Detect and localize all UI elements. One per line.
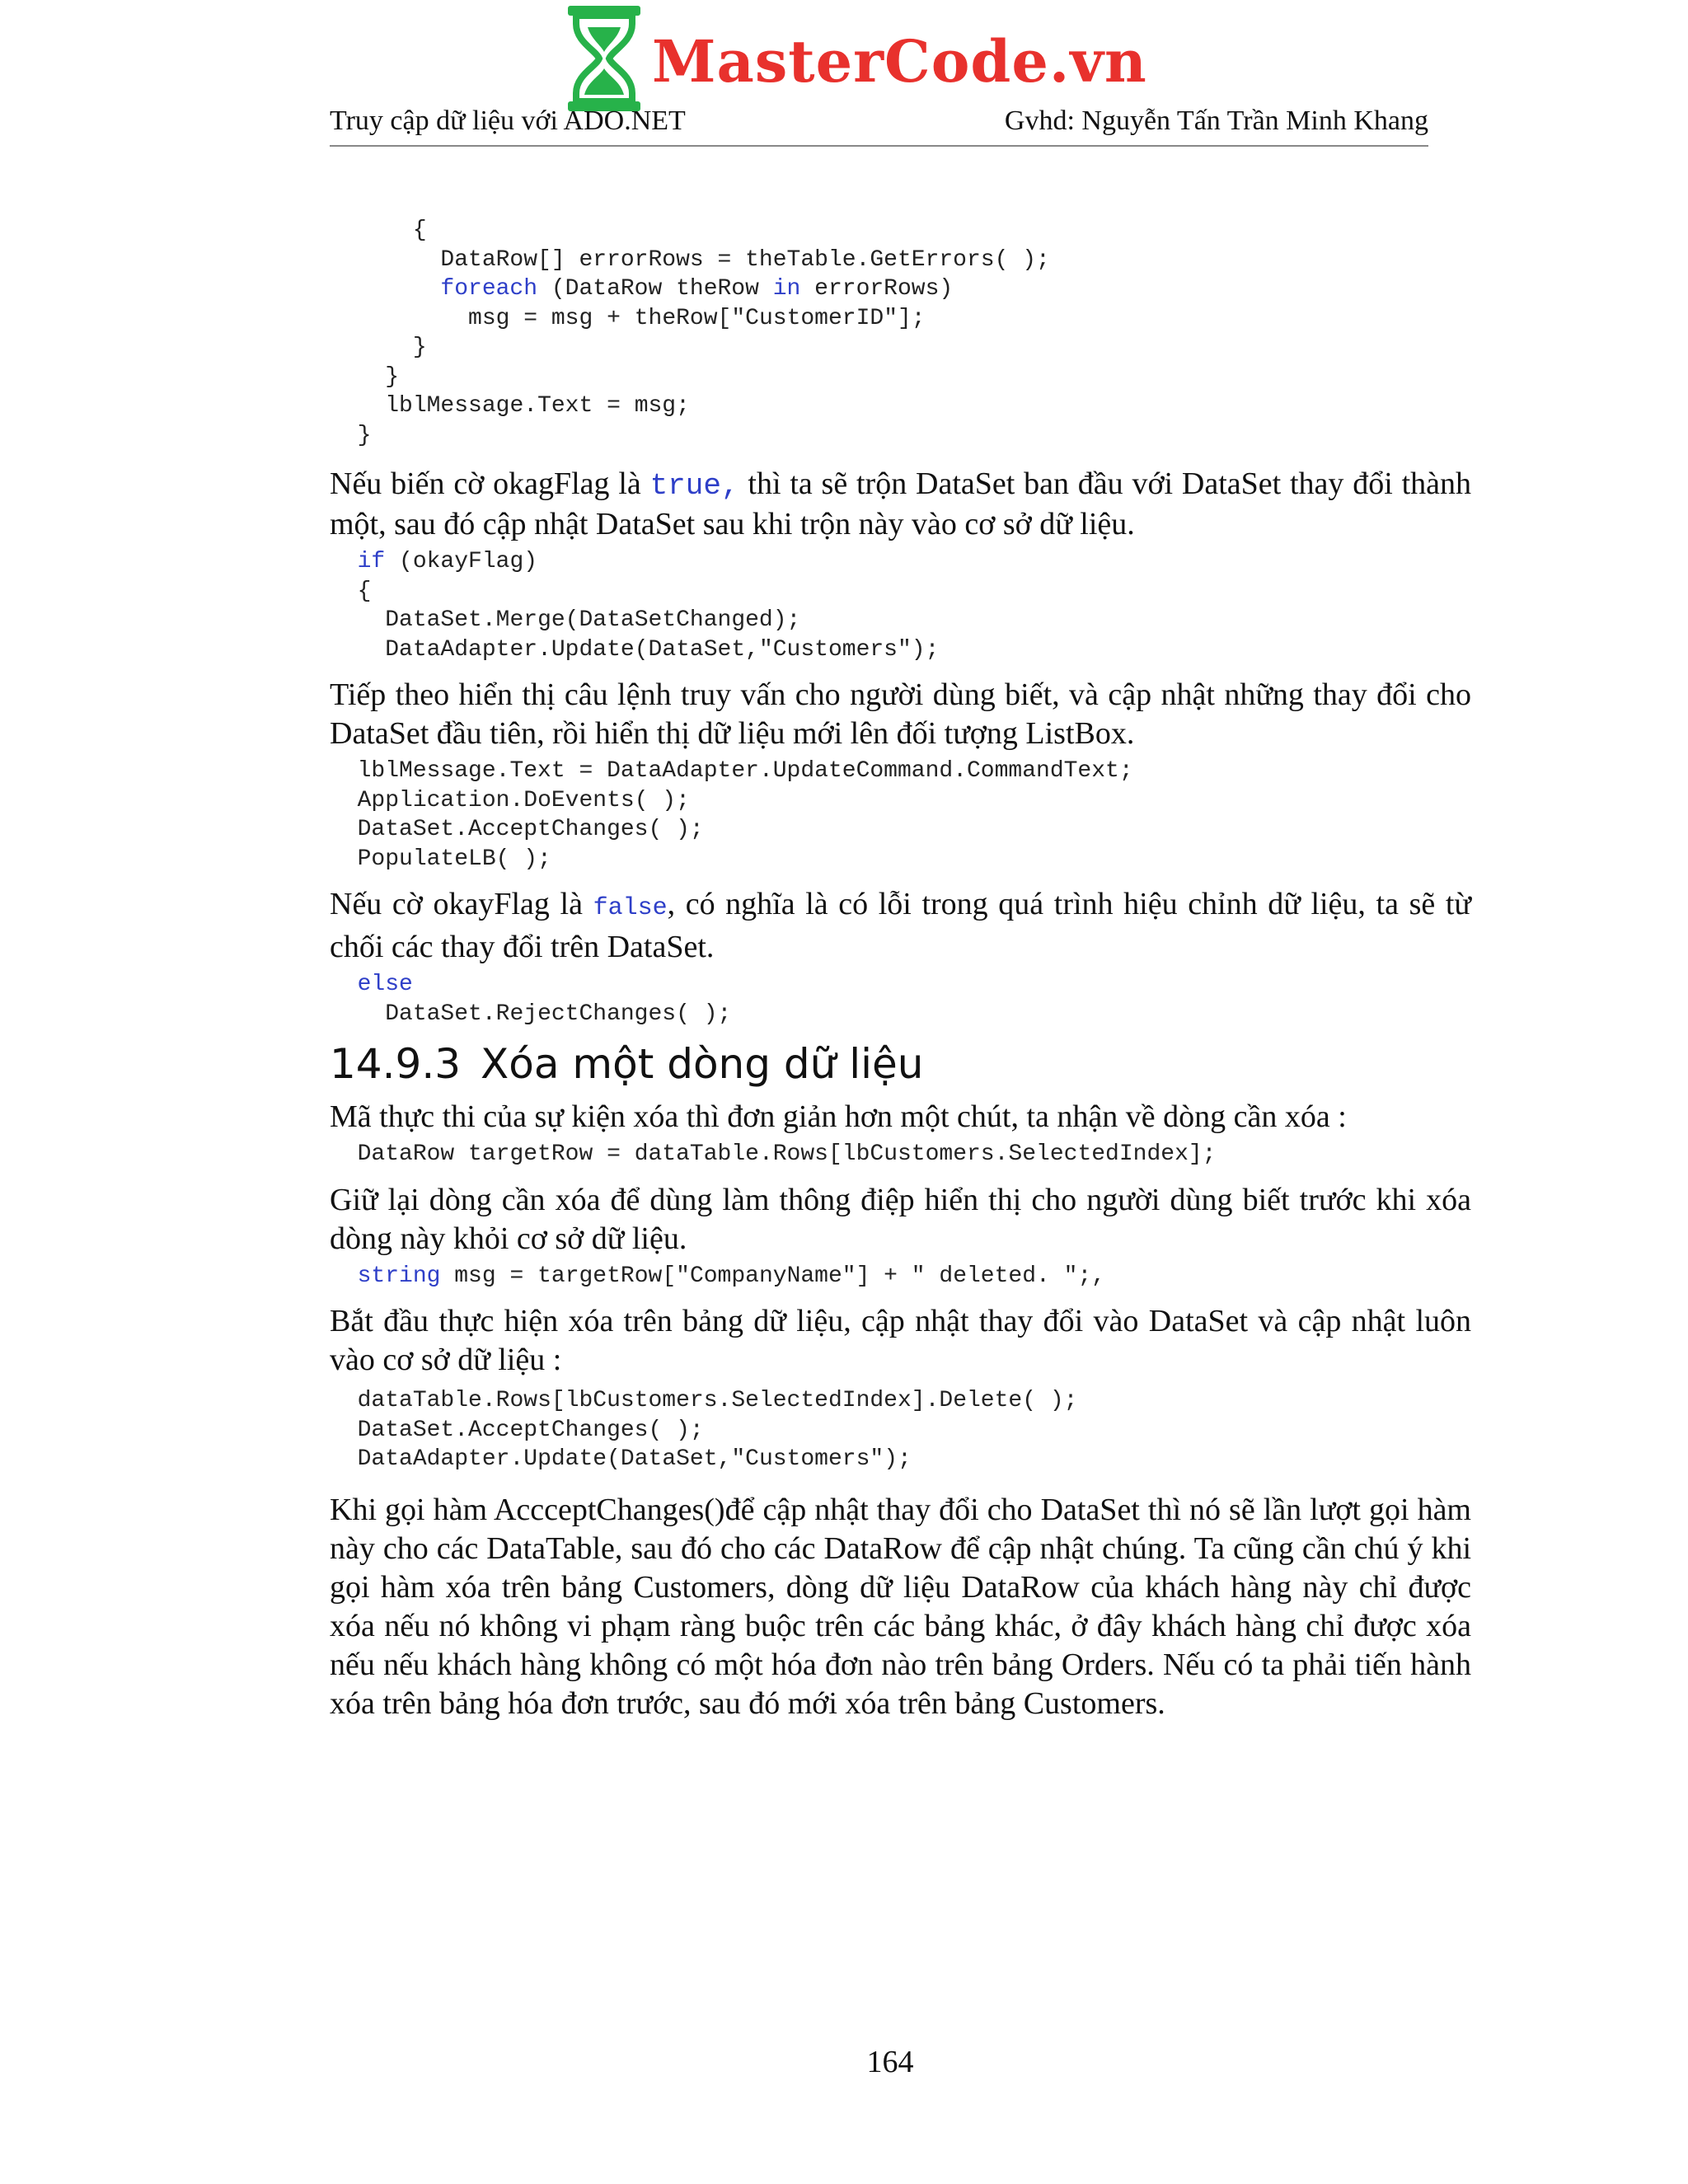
header-right-author: Gvhd: Nguyễn Tấn Trần Minh Khang [1004,105,1428,136]
site-logo [565,0,1147,117]
paragraph-1 [330,465,1471,544]
paragraph-3 [330,885,1471,967]
paragraph-3-text-cont: , có nghĩa là có lỗi trong quá trình hiệu chỉnh dữ liệu, ta sẽ từ chối các thay đổi trên DataSet. [330,887,1471,964]
code-keyword: foreach [440,276,538,302]
code-block-1: { DataRow[] errorRows = theTable.GetErrors( ); foreach (DataRow theRow in errorRows) msg = msg + theRow["CustomerID"]; } } lblMessage.Text = msg; } [330,218,1050,448]
code-block-4: else DataSet.RejectChanges( ); [357,972,732,1027]
paragraph-1-text: Nếu biến cờ okagFlag là [330,466,650,501]
logo-text: MasterCode.vn [652,26,1147,96]
paragraph-3-text: Nếu cờ okayFlag là [330,887,593,921]
inline-code-false: false [593,894,668,922]
paragraph-6: Bắt đầu thực hiện xóa trên bảng dữ liệu, cập nhật thay đổi vào DataSet và cập nhật luôn vào cơ sở dữ liệu : [330,1304,1471,1377]
inline-code-true: true, [649,469,739,503]
page-number: 164 [866,2045,914,2079]
code-block-2: if (okayFlag) { DataSet.Merge(DataSetChanged); DataAdapter.Update(DataSet,"Customers"); [330,549,940,663]
header-left-title: Truy cập dữ liệu với ADO.NET [330,105,686,136]
code-keyword: else [357,972,413,997]
hourglass-icon [565,2,644,115]
code-block-3: lblMessage.Text = DataAdapter.UpdateCommand.CommandText; Application.DoEvents( ); DataSet.AcceptChanges( ); PopulateLB( ); [357,758,1133,872]
section-title: Xóa một dòng dữ liệu [481,1040,924,1088]
code-keyword: string [357,1263,441,1289]
code-keyword: if [357,549,386,574]
code-keyword: in [772,276,801,302]
section-number: 14.9.3 [330,1040,462,1088]
code-block-5: DataRow targetRow = dataTable.Rows[lbCustomers.SelectedIndex]; [357,1141,1217,1167]
paragraph-4: Mã thực thi của sự kiện xóa thì đơn giản hơn một chút, ta nhận về dòng cần xóa : [330,1099,1347,1134]
section-heading [330,1035,1471,1093]
paragraph-5: Giữ lại dòng cần xóa để dùng làm thông điệp hiển thị cho người dùng biết trước khi xóa dòng này khỏi cơ sở dữ liệu. [330,1182,1471,1256]
paragraph-2: Tiếp theo hiển thị câu lệnh truy vấn cho người dùng biết, và cập nhật những thay đổi cho DataSet đầu tiên, rồi hiển thị dữ liệu mới lên đối tượng ListBox. [330,677,1471,751]
page-content [330,216,1471,1723]
paragraph-1-text-cont: thì ta sẽ trộn DataSet ban đầu với DataSet thay đổi thành một, sau đó cập nhật DataSet sau khi trộn này vào cơ sở dữ liệu. [330,466,1471,541]
page-header [330,105,1428,147]
code-block-6: string msg = targetRow["CompanyName"] + " deleted. ";, [357,1263,1106,1289]
code-block-7: dataTable.Rows[lbCustomers.SelectedIndex].Delete( ); DataSet.AcceptChanges( ); DataAdapter.Update(DataSet,"Customers"); [357,1388,1078,1472]
paragraph-7: Khi gọi hàm AccceptChanges()để cập nhật thay đổi cho DataSet thì nó sẽ lần lượt gọi hàm này cho các DataTable, sau đó cho các DataRow để cập nhật chúng. Ta cũng cần chú ý khi gọi hàm xóa trên bảng Customers, dòng dữ liệu DataRow của khách hàng này chỉ được xóa nếu nó không vi phạm ràng buộc trên các bảng khác, ở đây khách hàng chỉ được xóa nếu nếu khách hàng không có một hóa đơn nào trên bảng Orders. Nếu có ta phải tiến hành xóa trên bảng hóa đơn trước, sau đó mới xóa trên bảng Customers. [330,1492,1471,1721]
